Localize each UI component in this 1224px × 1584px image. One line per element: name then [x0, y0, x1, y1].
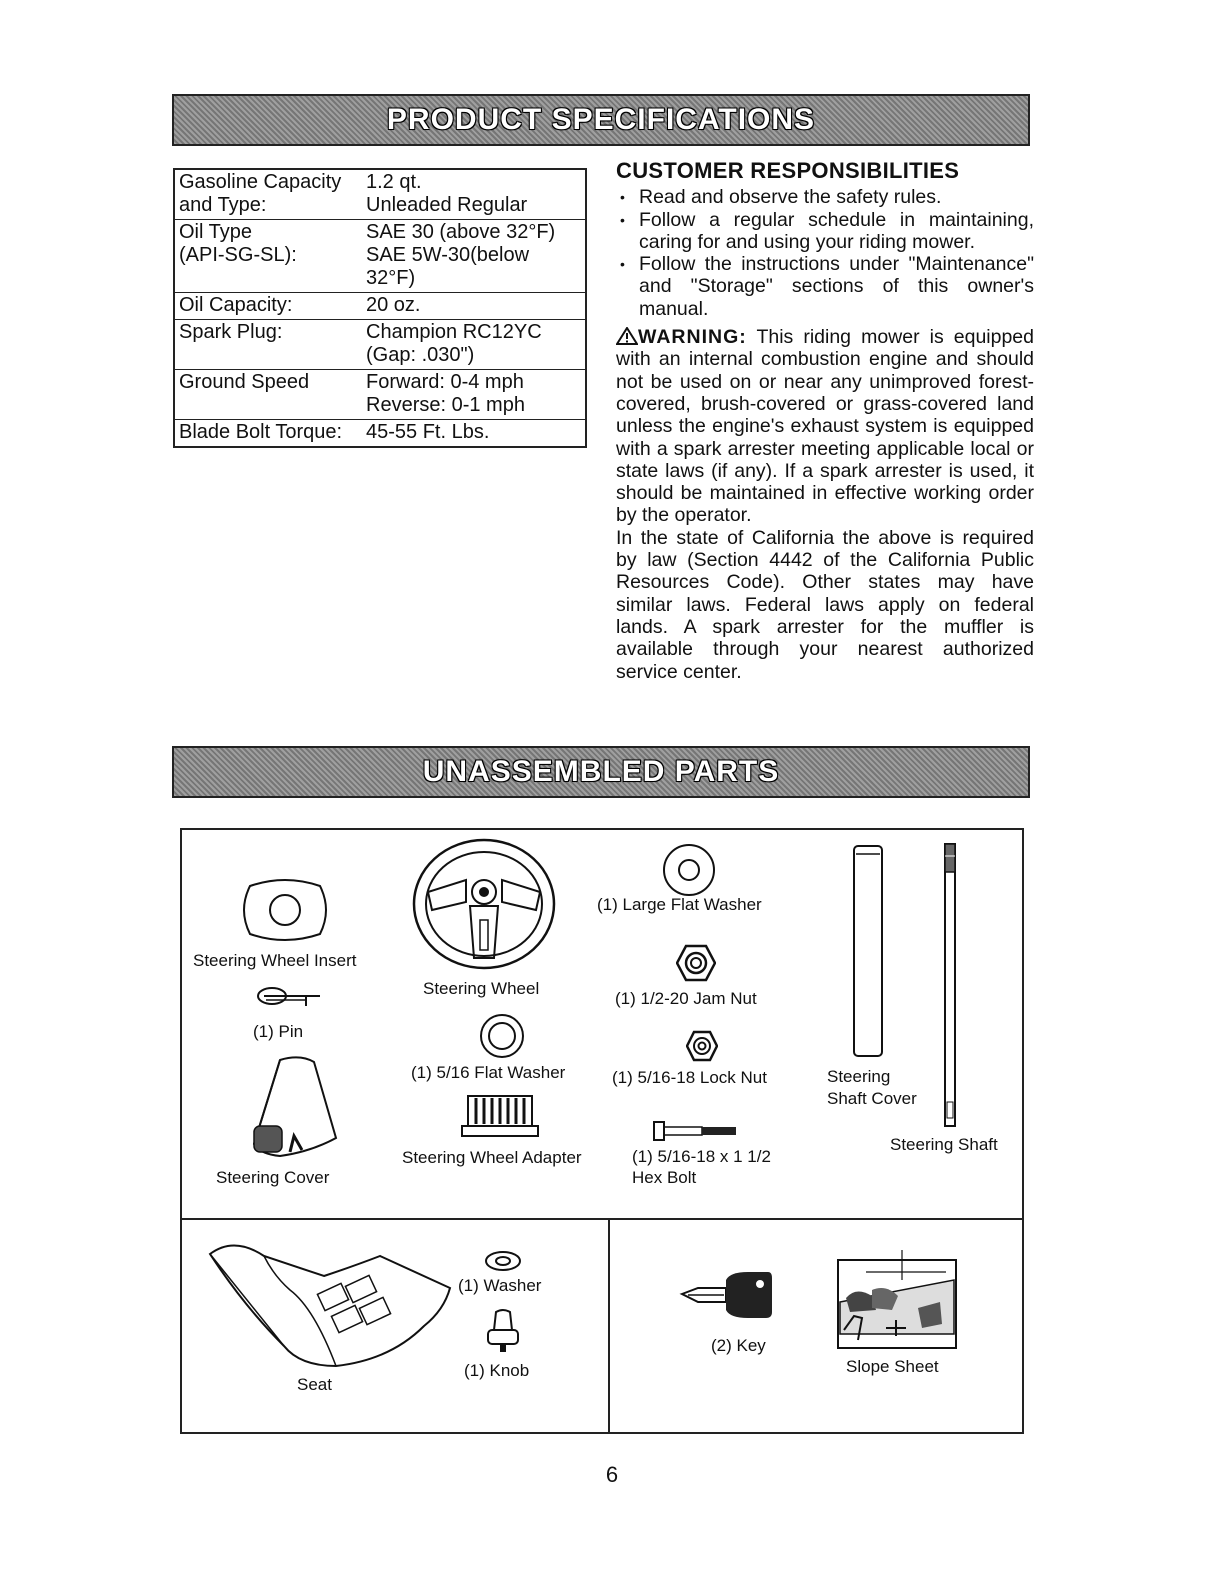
spec-row — [174, 320, 586, 370]
slope-sheet-icon — [836, 1250, 958, 1350]
spec-value — [362, 370, 586, 420]
spec-label-line: Oil Capacity: — [179, 294, 293, 316]
large-flat-washer-label: (1) Large Flat Washer — [597, 895, 762, 914]
spec-label-line: Gasoline Capacity — [179, 171, 342, 193]
responsibility-item: • Follow the instructions under "Maintenance" and "Storage" sections of this owner's manual. — [616, 253, 1034, 320]
product-specifications-heading-text: PRODUCT SPECIFICATIONS — [386, 103, 816, 136]
knob-icon — [486, 1308, 520, 1354]
page-number: 6 — [605, 1462, 619, 1487]
spec-value-line: Champion RC12YC — [366, 321, 542, 343]
spec-label-line: and Type: — [179, 194, 267, 216]
steering-wheel-adapter-label: Steering Wheel Adapter — [402, 1148, 582, 1167]
large-flat-washer-icon — [660, 842, 718, 898]
steering-cover-label: Steering Cover — [216, 1168, 330, 1187]
warning-triangle-icon — [616, 327, 638, 345]
spec-value-line: 45-55 Ft. Lbs. — [366, 421, 490, 443]
steering-shaft-cover-icon — [852, 844, 884, 1058]
customer-responsibilities — [616, 160, 1034, 683]
specifications-table — [173, 168, 587, 448]
spec-label-line: Spark Plug: — [179, 321, 283, 343]
spec-value-line: Forward: 0-4 mph — [366, 371, 524, 393]
key-label: (2) Key — [711, 1336, 766, 1355]
jam-nut-icon — [676, 944, 716, 982]
lock-nut-label: (1) 5/16-18 Lock Nut — [612, 1068, 767, 1087]
steering-cover-icon — [240, 1056, 340, 1160]
washer-icon — [484, 1250, 522, 1272]
spec-value-line: Reverse: 0-1 mph — [366, 394, 525, 416]
steering-shaft-icon — [942, 842, 958, 1128]
spec-row — [174, 370, 586, 420]
spec-value-line: 1.2 qt. — [366, 171, 422, 193]
steering-shaft-cover-label-line2: Shaft Cover — [827, 1089, 917, 1108]
spec-value-line: SAE 30 (above 32°F) — [366, 221, 556, 243]
spec-label — [174, 370, 362, 420]
knob-label: (1) Knob — [464, 1361, 530, 1380]
parts-divider-horizontal — [180, 1218, 1024, 1220]
spec-label — [174, 169, 362, 220]
warning-paragraph — [616, 326, 1034, 527]
spec-row — [174, 220, 586, 293]
hex-bolt-label-line1: (1) 5/16-18 x 1 1/2 — [632, 1147, 771, 1166]
spec-row — [174, 293, 586, 320]
steering-shaft-label: Steering Shaft — [890, 1135, 998, 1154]
california-paragraph: In the state of California the above is required by law (Section 4442 of the California Public Resources Code). Other states may have similar laws. Federal laws apply on federal lands. A spark arrester for the muffler is available through your nearest authorized service center. — [616, 526, 1034, 683]
seat-icon — [204, 1236, 456, 1372]
key-icon — [678, 1270, 774, 1320]
responsibility-item: • Read and observe the safety rules. — [616, 186, 1034, 208]
jam-nut-label: (1) 1/2-20 Jam Nut — [615, 989, 757, 1008]
hex-bolt-label-line2: Hex Bolt — [632, 1168, 697, 1187]
spec-value — [362, 220, 586, 293]
spec-label-line: Ground Speed — [179, 371, 310, 393]
spec-row — [174, 420, 586, 448]
steering-wheel-adapter-icon — [460, 1094, 540, 1140]
pin-icon — [256, 984, 324, 1010]
steering-wheel-insert-icon — [240, 878, 330, 942]
spec-label — [174, 320, 362, 370]
pin-label: (1) Pin — [253, 1022, 304, 1041]
warning-label: WARNING: — [638, 326, 747, 349]
steering-wheel-icon — [410, 836, 558, 972]
spec-value — [362, 420, 586, 448]
customer-responsibilities-title: CUSTOMER RESPONSIBILITIES — [616, 158, 960, 183]
flat-washer-icon — [478, 1012, 526, 1060]
spec-label — [174, 220, 362, 293]
parts-divider-vertical — [608, 1218, 610, 1434]
spec-value-line: Unleaded Regular — [366, 194, 528, 216]
spec-value — [362, 320, 586, 370]
spec-value — [362, 293, 586, 320]
spec-label-line: (API-SG-SL): — [179, 244, 297, 266]
responsibilities-list — [616, 186, 1034, 320]
spec-label-line: Oil Type — [179, 221, 252, 243]
spec-value — [362, 169, 586, 220]
spec-label — [174, 293, 362, 320]
spec-value-line: 20 oz. — [366, 294, 421, 316]
seat-label: Seat — [297, 1375, 332, 1394]
spec-value-line: (Gap: .030") — [366, 344, 475, 366]
spec-value-line: SAE 5W-30(below 32°F) — [366, 244, 530, 289]
steering-wheel-insert-label: Steering Wheel Insert — [193, 951, 357, 970]
washer-label: (1) Washer — [458, 1276, 542, 1295]
product-specifications-heading — [172, 94, 1030, 146]
lock-nut-icon — [686, 1030, 718, 1062]
spec-label — [174, 420, 362, 448]
slope-sheet-label: Slope Sheet — [846, 1357, 939, 1376]
unassembled-parts-heading-text: UNASSEMBLED PARTS — [422, 755, 780, 788]
steering-shaft-cover-label-line1: Steering — [827, 1067, 891, 1086]
warning-text: This riding mower is equipped with an internal combustion engine and should not be used on or near any unimproved forest-covered, brush-covered or grass-covered land unless the engine's exhaust system is equipped with a spark arrester meeting applicable local or state laws (if any). If a spark arrester is used, it should be maintained in effective working order by the operator. — [616, 326, 1034, 527]
flat-washer-516-label: (1) 5/16 Flat Washer — [411, 1063, 566, 1082]
steering-wheel-label: Steering Wheel — [423, 979, 540, 998]
spec-label-line: Blade Bolt Torque: — [179, 421, 343, 443]
unassembled-parts-heading — [172, 746, 1030, 798]
responsibility-item: • Follow a regular schedule in maintaining, caring for and using your riding mower. — [616, 209, 1034, 254]
hex-bolt-icon — [652, 1120, 738, 1142]
spec-row — [174, 169, 586, 220]
